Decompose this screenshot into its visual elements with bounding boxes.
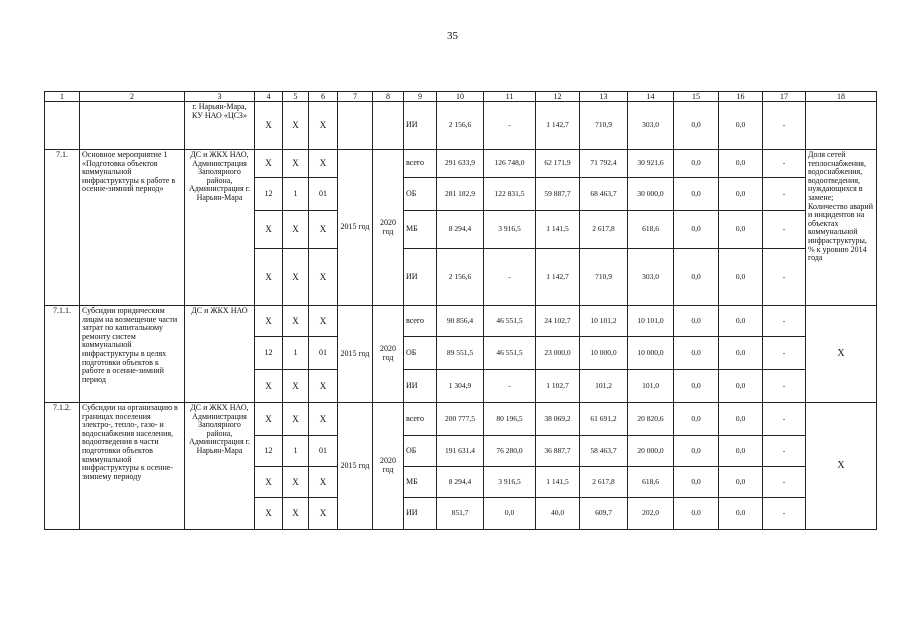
value-cell: 710,9 [580, 102, 628, 150]
header-cell: 4 [255, 92, 283, 102]
col4-cell: 12 [255, 178, 283, 211]
value-cell: 20 000,0 [628, 436, 674, 467]
value-cell: 24 102,7 [536, 306, 580, 337]
value-cell: 0,0 [719, 178, 763, 211]
value-cell: 0,0 [719, 337, 763, 370]
item-code: 7.1. [45, 150, 80, 306]
value-cell: 30 921,6 [628, 150, 674, 178]
col4-cell: X [255, 498, 283, 530]
value-cell: 30 000,0 [628, 178, 674, 211]
value-cell: 89 551,5 [437, 337, 484, 370]
value-cell: 0,0 [719, 211, 763, 249]
col5-cell: X [283, 306, 309, 337]
value-cell: 0,0 [719, 467, 763, 498]
value-cell: - [763, 436, 806, 467]
value-cell: 40,0 [536, 498, 580, 530]
value-cell: 1 141,5 [536, 467, 580, 498]
source-cell: ОБ [404, 436, 437, 467]
value-cell: 126 748,0 [484, 150, 536, 178]
source-cell: всего [404, 306, 437, 337]
end-year-cell: 2020 год [373, 150, 404, 306]
table-row [45, 150, 877, 178]
value-cell: 1 142,7 [536, 249, 580, 306]
start-year-cell: 2015 год [338, 306, 373, 403]
indicator-cell: X [806, 403, 877, 530]
end-year-cell: 2020 год [373, 306, 404, 403]
value-cell: - [763, 150, 806, 178]
value-cell: 46 551,5 [484, 337, 536, 370]
start-year-cell [338, 102, 373, 150]
col6-cell: X [309, 403, 338, 436]
executor-cell: ДС и ЖКХ НАО, Администрация Заполярного района, Администрация г. Нарьян-Мара [185, 403, 255, 530]
value-cell: 122 831,5 [484, 178, 536, 211]
col6-cell: X [309, 102, 338, 150]
value-cell: 68 463,7 [580, 178, 628, 211]
header-cell: 8 [373, 92, 404, 102]
col4-cell: X [255, 370, 283, 403]
col5-cell: X [283, 211, 309, 249]
col5-cell: 1 [283, 178, 309, 211]
source-cell: всего [404, 150, 437, 178]
value-cell: - [763, 102, 806, 150]
value-cell: 90 856,4 [437, 306, 484, 337]
item-code: 7.1.2. [45, 403, 80, 530]
header-cell: 5 [283, 92, 309, 102]
value-cell: - [763, 370, 806, 403]
value-cell: 2 617,8 [580, 467, 628, 498]
header-cell: 10 [437, 92, 484, 102]
value-cell: 191 631,4 [437, 436, 484, 467]
value-cell: 0,0 [674, 403, 719, 436]
name-cell [80, 102, 185, 150]
col6-cell: X [309, 150, 338, 178]
value-cell: 0,0 [719, 436, 763, 467]
col6-cell: X [309, 306, 338, 337]
col6-cell: X [309, 498, 338, 530]
page-number: 35 [447, 30, 458, 42]
header-cell: 2 [80, 92, 185, 102]
value-cell: - [763, 403, 806, 436]
value-cell: 303,0 [628, 249, 674, 306]
col6-cell: X [309, 467, 338, 498]
header-cell: 7 [338, 92, 373, 102]
col4-cell: X [255, 467, 283, 498]
value-cell: 0,0 [674, 306, 719, 337]
header-cell: 3 [185, 92, 255, 102]
value-cell: - [763, 249, 806, 306]
header-cell: 17 [763, 92, 806, 102]
source-cell: ИИ [404, 498, 437, 530]
col5-cell: X [283, 102, 309, 150]
header-cell: 18 [806, 92, 877, 102]
header-cell: 12 [536, 92, 580, 102]
start-year-cell: 2015 год [338, 150, 373, 306]
value-cell: 0,0 [719, 403, 763, 436]
source-cell: всего [404, 403, 437, 436]
value-cell: 0,0 [674, 249, 719, 306]
header-cell: 1 [45, 92, 80, 102]
value-cell: 1 142,7 [536, 102, 580, 150]
value-cell: 0,0 [674, 337, 719, 370]
executor-cell: ДС и ЖКХ НАО [185, 306, 255, 403]
value-cell: - [763, 467, 806, 498]
col5-cell: X [283, 249, 309, 306]
value-cell: - [763, 306, 806, 337]
col4-cell: 12 [255, 436, 283, 467]
source-cell: ИИ [404, 370, 437, 403]
table-body [45, 92, 877, 530]
indicator-cell: Доля сетей теплоснабжения, водоснабжения, водоотведения, нуждающихся в замене; Количество аварий и инцидентов на объектах коммунальной инфраструктуры, % к уровню 2014 года [806, 150, 877, 306]
item-name: Субсидии юридическим лицам на возмещение части затрат по капитальному ремонту систем коммунальной инфраструктуры в целях подготовки объектов к работе в осенне-зимний период [80, 306, 185, 403]
col4-cell: X [255, 306, 283, 337]
value-cell: 303,0 [628, 102, 674, 150]
value-cell: 0,0 [719, 370, 763, 403]
value-cell: 3 916,5 [484, 467, 536, 498]
col5-cell: X [283, 467, 309, 498]
value-cell: 10 000,0 [580, 337, 628, 370]
value-cell: 0,0 [719, 150, 763, 178]
col5-cell: X [283, 150, 309, 178]
end-year-cell: 2020 год [373, 403, 404, 530]
indicator-cell [806, 102, 877, 150]
value-cell: 36 887,7 [536, 436, 580, 467]
value-cell: 609,7 [580, 498, 628, 530]
value-cell: - [484, 249, 536, 306]
col6-cell: X [309, 211, 338, 249]
header-cell: 6 [309, 92, 338, 102]
start-year-cell: 2015 год [338, 403, 373, 530]
value-cell: 8 294,4 [437, 211, 484, 249]
header-row [45, 92, 877, 102]
value-cell: 0,0 [674, 467, 719, 498]
col6-cell: 01 [309, 337, 338, 370]
value-cell: 0,0 [719, 249, 763, 306]
source-cell: ОБ [404, 178, 437, 211]
value-cell: - [763, 211, 806, 249]
item-name: Основное мероприятие 1 «Подготовка объектов коммунальной инфраструктуры к работе в осенне-зимний период» [80, 150, 185, 306]
value-cell: 0,0 [719, 102, 763, 150]
value-cell: 0,0 [674, 436, 719, 467]
value-cell: 80 196,5 [484, 403, 536, 436]
value-cell: 2 156,6 [437, 102, 484, 150]
indicator-cell: X [806, 306, 877, 403]
program-table [44, 91, 877, 530]
executor-cell: г. Нарьян-Мара, КУ НАО «ЦСЗ» [185, 102, 255, 150]
value-cell: 0,0 [719, 498, 763, 530]
header-cell: 16 [719, 92, 763, 102]
col6-cell: 01 [309, 178, 338, 211]
header-cell: 13 [580, 92, 628, 102]
value-cell: - [763, 178, 806, 211]
value-cell: - [763, 337, 806, 370]
value-cell: 101,2 [580, 370, 628, 403]
table-row [45, 306, 877, 337]
header-cell: 11 [484, 92, 536, 102]
col5-cell: 1 [283, 436, 309, 467]
col4-cell: X [255, 150, 283, 178]
value-cell: 710,9 [580, 249, 628, 306]
value-cell: 2 156,6 [437, 249, 484, 306]
col5-cell: X [283, 498, 309, 530]
col5-cell: X [283, 370, 309, 403]
value-cell: 0,0 [719, 306, 763, 337]
value-cell: 0,0 [674, 102, 719, 150]
col4-cell: X [255, 403, 283, 436]
value-cell: 3 916,5 [484, 211, 536, 249]
executor-cell: ДС и ЖКХ НАО, Администрация Заполярного района, Администрация г. Нарьян-Мара [185, 150, 255, 306]
value-cell: 281 182,9 [437, 178, 484, 211]
value-cell: 0,0 [674, 178, 719, 211]
value-cell: 0,0 [674, 211, 719, 249]
value-cell: 2 617,8 [580, 211, 628, 249]
value-cell: 0,0 [674, 150, 719, 178]
col6-cell: X [309, 249, 338, 306]
end-year-cell [373, 102, 404, 150]
col6-cell: X [309, 370, 338, 403]
source-cell: ИИ [404, 102, 437, 150]
value-cell: 618,6 [628, 467, 674, 498]
col4-cell: X [255, 249, 283, 306]
value-cell: 46 551,5 [484, 306, 536, 337]
value-cell: 101,0 [628, 370, 674, 403]
value-cell: 202,0 [628, 498, 674, 530]
value-cell: 59 887,7 [536, 178, 580, 211]
value-cell: 23 000,0 [536, 337, 580, 370]
source-cell: МБ [404, 467, 437, 498]
col5-cell: X [283, 403, 309, 436]
value-cell: 618,6 [628, 211, 674, 249]
header-cell: 9 [404, 92, 437, 102]
value-cell: - [763, 498, 806, 530]
value-cell: 10 101,0 [628, 306, 674, 337]
col5-cell: 1 [283, 337, 309, 370]
value-cell: 20 820,6 [628, 403, 674, 436]
value-cell: 58 463,7 [580, 436, 628, 467]
value-cell: 1 141,5 [536, 211, 580, 249]
value-cell: 0,0 [484, 498, 536, 530]
continuation-row [45, 102, 877, 150]
header-cell: 15 [674, 92, 719, 102]
value-cell: 0,0 [674, 498, 719, 530]
source-cell: ОБ [404, 337, 437, 370]
code-cell [45, 102, 80, 150]
header-cell: 14 [628, 92, 674, 102]
col4-cell: X [255, 211, 283, 249]
value-cell: 291 633,9 [437, 150, 484, 178]
value-cell: 10 000,0 [628, 337, 674, 370]
value-cell: - [484, 370, 536, 403]
value-cell: 851,7 [437, 498, 484, 530]
value-cell: 62 171,9 [536, 150, 580, 178]
item-name: Субсидии на организацию в границах поселения электро-, тепло-, газо- и водоснабжения населения, водоотведения в части подготовки объектов коммунальной инфраструктуры к осенне-зимнему периоду [80, 403, 185, 530]
value-cell: 71 792,4 [580, 150, 628, 178]
value-cell: 61 691,2 [580, 403, 628, 436]
value-cell: 10 101,2 [580, 306, 628, 337]
col4-cell: X [255, 102, 283, 150]
table-row [45, 403, 877, 436]
source-cell: МБ [404, 211, 437, 249]
value-cell: 76 280,0 [484, 436, 536, 467]
value-cell: 1 102,7 [536, 370, 580, 403]
value-cell: 38 069,2 [536, 403, 580, 436]
item-code: 7.1.1. [45, 306, 80, 403]
value-cell: 1 304,9 [437, 370, 484, 403]
value-cell: 0,0 [674, 370, 719, 403]
value-cell: - [484, 102, 536, 150]
source-cell: ИИ [404, 249, 437, 306]
col6-cell: 01 [309, 436, 338, 467]
value-cell: 200 777,5 [437, 403, 484, 436]
col4-cell: 12 [255, 337, 283, 370]
value-cell: 8 294,4 [437, 467, 484, 498]
